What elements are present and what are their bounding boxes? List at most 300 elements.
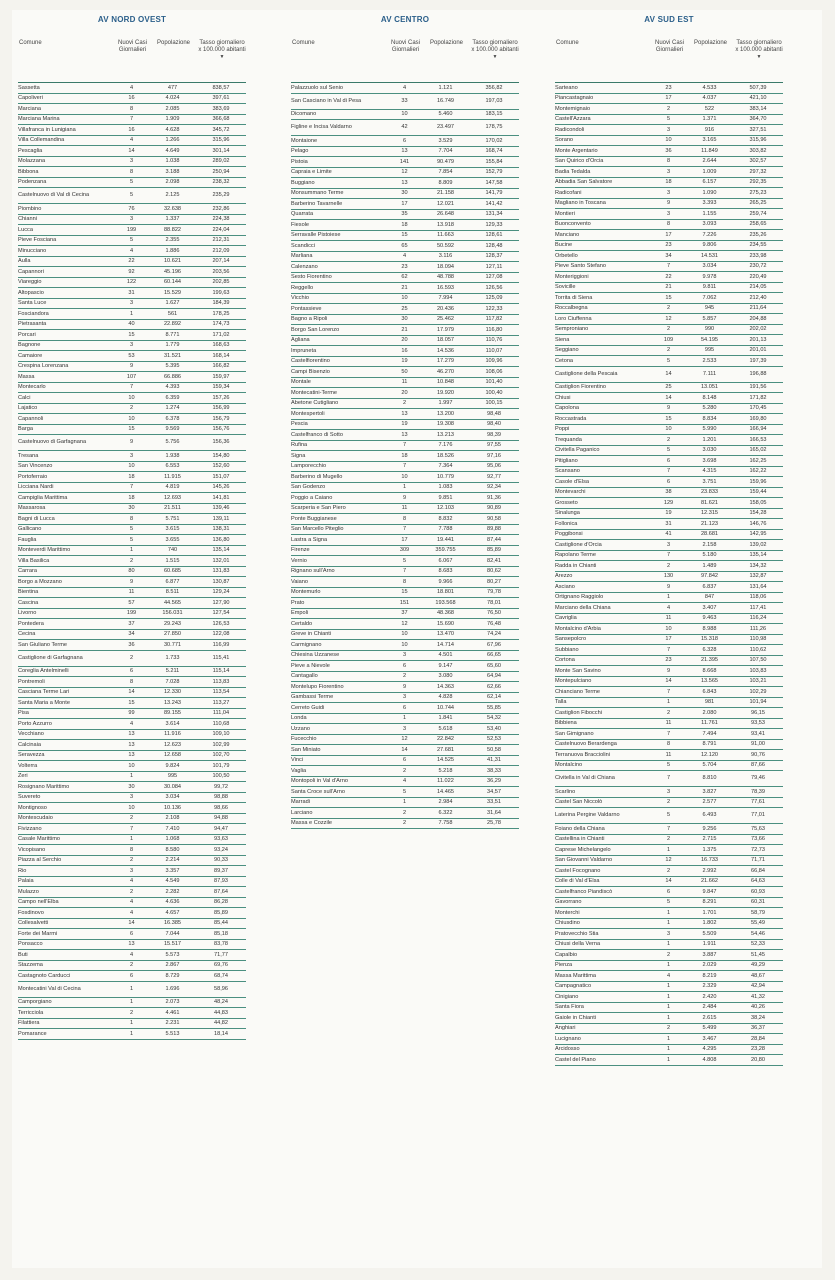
cell-tasso: 127,90 xyxy=(196,598,246,609)
cell-tasso: 171,02 xyxy=(196,330,246,341)
table-row xyxy=(18,93,246,104)
cell-popolazione: 15.529 xyxy=(149,288,196,299)
cell-popolazione: 6.837 xyxy=(686,582,733,593)
cell-comune: Piazza al Serchio xyxy=(18,855,114,866)
cell-popolazione: 6.322 xyxy=(422,808,469,819)
table-row xyxy=(18,225,246,236)
cell-popolazione: 4.295 xyxy=(686,1044,733,1055)
cell-popolazione: 5.211 xyxy=(149,666,196,677)
cell-popolazione: 3.887 xyxy=(686,950,733,961)
cell-tasso: 49,29 xyxy=(733,960,783,971)
cell-casi: 6 xyxy=(651,456,686,467)
cell-tasso: 162,25 xyxy=(733,456,783,467)
table-row xyxy=(291,272,519,283)
cell-comune: Fiesole xyxy=(291,220,387,231)
cell-popolazione: 4.549 xyxy=(149,876,196,887)
table-row xyxy=(18,782,246,793)
cell-tasso: 18,14 xyxy=(196,1029,246,1040)
table-row xyxy=(555,445,783,456)
cell-comune: Lamporecchio xyxy=(291,461,387,472)
cell-popolazione: 2.029 xyxy=(686,960,733,971)
table-row xyxy=(555,272,783,283)
cell-popolazione: 3.407 xyxy=(686,603,733,614)
cell-popolazione: 21.123 xyxy=(686,519,733,530)
cell-popolazione: 81.621 xyxy=(686,498,733,509)
cell-comune: Marciano della Chiana xyxy=(555,603,651,614)
table-row xyxy=(18,698,246,709)
cell-casi: 3 xyxy=(114,451,149,462)
header-casi[interactable]: Nuovi Casi Giornalieri xyxy=(117,40,147,53)
cell-popolazione: 1.802 xyxy=(686,918,733,929)
cell-comune: Cortona xyxy=(555,655,651,666)
cell-comune: Castiglione di Garfagnana xyxy=(18,650,114,666)
cell-comune: Terranuova Bracciolini xyxy=(555,750,651,761)
cell-popolazione: 11.761 xyxy=(686,718,733,729)
table-row xyxy=(291,262,519,273)
cell-comune: Chiusi xyxy=(555,393,651,404)
cell-casi: 3 xyxy=(651,540,686,551)
table-row xyxy=(291,556,519,567)
cell-comune: Capoliveri xyxy=(18,93,114,104)
cell-tasso: 100,50 xyxy=(196,771,246,782)
cell-tasso: 166,53 xyxy=(733,435,783,446)
cell-casi: 4 xyxy=(387,251,422,262)
table-row xyxy=(18,929,246,940)
cell-popolazione: 2.533 xyxy=(686,356,733,367)
cell-popolazione: 60.144 xyxy=(149,277,196,288)
cell-comune: Camporgiano xyxy=(18,997,114,1008)
cell-tasso: 118,06 xyxy=(733,592,783,603)
table-row xyxy=(18,908,246,919)
table-row xyxy=(555,760,783,771)
table-row xyxy=(555,571,783,582)
cell-casi: 18 xyxy=(114,472,149,483)
cell-popolazione: 1.371 xyxy=(686,114,733,125)
cell-casi: 1 xyxy=(114,309,149,320)
table-row xyxy=(555,750,783,761)
table-row xyxy=(18,1018,246,1029)
cell-comune: Grosseto xyxy=(555,498,651,509)
cell-casi: 50 xyxy=(387,367,422,378)
table-row xyxy=(18,960,246,971)
table-row xyxy=(291,199,519,210)
cell-comune: Portoferraio xyxy=(18,472,114,483)
cell-comune: Villa Basilica xyxy=(18,556,114,567)
cell-tasso: 33,51 xyxy=(469,797,519,808)
table-row xyxy=(555,939,783,950)
cell-popolazione: 193.568 xyxy=(422,598,469,609)
table-row xyxy=(555,345,783,356)
cell-popolazione: 14.465 xyxy=(422,787,469,798)
table-row xyxy=(18,435,246,451)
cell-comune: Roccalbegna xyxy=(555,303,651,314)
cell-comune: Semproniano xyxy=(555,324,651,335)
cell-comune: Colle di Val d'Elsa xyxy=(555,876,651,887)
table-row xyxy=(555,156,783,167)
cell-comune: Vernio xyxy=(291,556,387,567)
table-row xyxy=(555,356,783,367)
table-row xyxy=(555,981,783,992)
header-popolazione[interactable]: Popolazione xyxy=(693,40,728,46)
cell-tasso: 141,42 xyxy=(469,199,519,210)
cell-comune: Pistoia xyxy=(291,157,387,168)
cell-popolazione: 9.806 xyxy=(686,240,733,251)
cell-casi: 2 xyxy=(114,960,149,971)
cell-comune: Piombino xyxy=(18,204,114,215)
cell-comune: Poggio a Caiano xyxy=(291,493,387,504)
cell-popolazione: 3.614 xyxy=(149,719,196,730)
cell-comune: Castelfranco di Sotto xyxy=(291,430,387,441)
cell-tasso: 101,79 xyxy=(196,761,246,772)
cell-comune: Casciana Terme Lari xyxy=(18,687,114,698)
cell-tasso: 110,07 xyxy=(469,346,519,357)
cell-casi: 9 xyxy=(651,403,686,414)
cell-casi: 1 xyxy=(114,834,149,845)
cell-casi: 2 xyxy=(651,435,686,446)
cell-casi: 4 xyxy=(114,246,149,257)
table-row xyxy=(18,545,246,556)
cell-comune: Filattiera xyxy=(18,1018,114,1029)
cell-popolazione: 8.809 xyxy=(422,178,469,189)
cell-popolazione: 1.911 xyxy=(686,939,733,950)
cell-tasso: 156,76 xyxy=(196,424,246,435)
cell-casi: 16 xyxy=(114,125,149,136)
table-row xyxy=(291,451,519,462)
cell-comune: Campagnatico xyxy=(555,981,651,992)
cell-casi: 13 xyxy=(387,430,422,441)
cell-comune: Molazzana xyxy=(18,156,114,167)
table-row xyxy=(555,676,783,687)
cell-tasso: 126,53 xyxy=(196,619,246,630)
cell-popolazione: 14.531 xyxy=(686,251,733,262)
header-tasso[interactable] xyxy=(197,40,247,82)
table-row xyxy=(555,582,783,593)
header-tasso[interactable] xyxy=(470,40,520,82)
cell-comune: Laterina Pergine Valdarno xyxy=(555,808,651,824)
cell-casi: 5 xyxy=(651,808,686,824)
cell-comune: Massa e Cozzile xyxy=(291,818,387,829)
table-row xyxy=(291,146,519,157)
cell-popolazione: 21.662 xyxy=(686,876,733,887)
header-tasso[interactable] xyxy=(734,40,784,82)
cell-popolazione: 6.328 xyxy=(686,645,733,656)
panel-centro xyxy=(291,10,519,829)
cell-casi: 10 xyxy=(114,414,149,425)
cell-comune: Pontassieve xyxy=(291,304,387,315)
cell-comune: Arezzo xyxy=(555,571,651,582)
cell-comune: Collesalvetti xyxy=(18,918,114,929)
cell-popolazione: 561 xyxy=(149,309,196,320)
cell-tasso: 139,02 xyxy=(733,540,783,551)
cell-casi: 8 xyxy=(651,156,686,167)
cell-casi: 41 xyxy=(651,529,686,540)
cell-comune: Lucca xyxy=(18,225,114,236)
cell-casi: 5 xyxy=(651,760,686,771)
table-row xyxy=(18,472,246,483)
cell-casi: 199 xyxy=(114,608,149,619)
table-row xyxy=(18,803,246,814)
cell-casi: 2 xyxy=(114,1008,149,1019)
header-popolazione[interactable]: Popolazione xyxy=(156,40,191,46)
cell-popolazione: 2.125 xyxy=(149,188,196,204)
table-row xyxy=(555,219,783,230)
cell-popolazione: 16.593 xyxy=(422,283,469,294)
cell-tasso: 110,68 xyxy=(196,719,246,730)
cell-popolazione: 97.842 xyxy=(686,571,733,582)
cell-popolazione: 2.282 xyxy=(149,887,196,898)
cell-popolazione: 3.034 xyxy=(686,261,733,272)
cell-popolazione: 1.701 xyxy=(686,908,733,919)
table-header xyxy=(18,40,246,83)
table-row xyxy=(555,167,783,178)
cell-casi: 1 xyxy=(651,1034,686,1045)
cell-comune: Chiusdino xyxy=(555,918,651,929)
table-row xyxy=(555,655,783,666)
cell-tasso: 77,61 xyxy=(733,797,783,808)
cell-popolazione: 5.218 xyxy=(422,766,469,777)
table-row xyxy=(555,613,783,624)
cell-popolazione: 2.615 xyxy=(686,1013,733,1024)
cell-tasso: 97,55 xyxy=(469,440,519,451)
table-row xyxy=(18,482,246,493)
cell-casi: 1 xyxy=(651,908,686,919)
cell-casi: 7 xyxy=(651,687,686,698)
cell-tasso: 98,40 xyxy=(469,419,519,430)
cell-tasso: 235,26 xyxy=(733,230,783,241)
cell-comune: Palaia xyxy=(18,876,114,887)
cell-comune: Vaiano xyxy=(291,577,387,588)
table-row xyxy=(18,340,246,351)
cell-popolazione: 11.916 xyxy=(149,729,196,740)
table-row xyxy=(291,682,519,693)
cell-tasso: 234,55 xyxy=(733,240,783,251)
table-row xyxy=(291,461,519,472)
cell-tasso: 74,24 xyxy=(469,629,519,640)
header-casi[interactable]: Nuovi Casi Giornalieri xyxy=(390,40,420,53)
cell-tasso: 204,88 xyxy=(733,314,783,325)
table-row xyxy=(555,592,783,603)
cell-tasso: 101,40 xyxy=(469,377,519,388)
cell-comune: Roccastrada xyxy=(555,414,651,425)
cell-tasso: 131,64 xyxy=(733,582,783,593)
cell-tasso: 203,56 xyxy=(196,267,246,278)
table-row xyxy=(291,745,519,756)
cell-popolazione: 4.819 xyxy=(149,482,196,493)
cell-tasso: 98,39 xyxy=(469,430,519,441)
cell-casi: 2 xyxy=(387,766,422,777)
cell-casi: 10 xyxy=(651,135,686,146)
cell-popolazione: 1.009 xyxy=(686,167,733,178)
cell-popolazione: 14.714 xyxy=(422,640,469,651)
cell-comune: Sesto Fiorentino xyxy=(291,272,387,283)
cell-popolazione: 4.533 xyxy=(686,83,733,93)
cell-popolazione: 1.266 xyxy=(149,135,196,146)
cell-casi: 5 xyxy=(114,177,149,188)
cell-tasso: 51,45 xyxy=(733,950,783,961)
cell-comune: Manciano xyxy=(555,230,651,241)
cell-comune: Vecchiano xyxy=(18,729,114,740)
cell-popolazione: 60.685 xyxy=(149,566,196,577)
cell-popolazione: 1.886 xyxy=(149,246,196,257)
cell-casi: 14 xyxy=(114,687,149,698)
table-row xyxy=(18,524,246,535)
cell-tasso: 103,21 xyxy=(733,676,783,687)
table-row xyxy=(555,366,783,382)
cell-comune: Licciana Nardi xyxy=(18,482,114,493)
cell-tasso: 97,16 xyxy=(469,451,519,462)
cell-popolazione: 21.395 xyxy=(686,655,733,666)
cell-popolazione: 8.832 xyxy=(422,514,469,525)
cell-tasso: 28,84 xyxy=(733,1034,783,1045)
page xyxy=(12,10,822,1268)
cell-tasso: 103,83 xyxy=(733,666,783,677)
cell-tasso: 397,61 xyxy=(196,93,246,104)
cell-tasso: 356,82 xyxy=(469,83,519,93)
cell-popolazione: 3.357 xyxy=(149,866,196,877)
panel-title: AV CENTRO xyxy=(380,15,430,24)
table-row xyxy=(555,83,783,93)
cell-popolazione: 4.393 xyxy=(149,382,196,393)
cell-casi: 109 xyxy=(651,335,686,346)
cell-casi: 141 xyxy=(387,157,422,168)
cell-comune: Pescaglia xyxy=(18,146,114,157)
cell-tasso: 421,10 xyxy=(733,93,783,104)
cell-popolazione: 18.526 xyxy=(422,451,469,462)
table-row xyxy=(555,435,783,446)
cell-casi: 35 xyxy=(387,209,422,220)
cell-casi: 2 xyxy=(651,797,686,808)
table-row xyxy=(555,887,783,898)
cell-popolazione: 1.201 xyxy=(686,435,733,446)
cell-comune: Siena xyxy=(555,335,651,346)
cell-tasso: 138,31 xyxy=(196,524,246,535)
table-row xyxy=(555,866,783,877)
cell-tasso: 156,36 xyxy=(196,435,246,451)
table-row xyxy=(555,477,783,488)
table-row xyxy=(555,729,783,740)
cell-popolazione: 27.850 xyxy=(149,629,196,640)
cell-popolazione: 8.771 xyxy=(149,330,196,341)
cell-popolazione: 8.291 xyxy=(686,897,733,908)
cell-casi: 37 xyxy=(114,619,149,630)
table-row xyxy=(555,718,783,729)
cell-comune: Cerreto Guidi xyxy=(291,703,387,714)
cell-casi: 10 xyxy=(387,629,422,640)
cell-popolazione: 1.997 xyxy=(422,398,469,409)
cell-casi: 2 xyxy=(114,887,149,898)
cell-tasso: 85,44 xyxy=(196,918,246,929)
header-comune[interactable]: Comune xyxy=(19,40,42,46)
table-row xyxy=(291,209,519,220)
cell-tasso: 196,88 xyxy=(733,366,783,382)
cell-popolazione: 1.733 xyxy=(149,650,196,666)
cell-casi: 3 xyxy=(651,167,686,178)
cell-tasso: 303,82 xyxy=(733,146,783,157)
header-comune[interactable]: Comune xyxy=(292,40,315,46)
cell-comune: Cetona xyxy=(555,356,651,367)
cell-comune: Capannori xyxy=(18,267,114,278)
header-comune[interactable]: Comune xyxy=(556,40,579,46)
cell-tasso: 159,96 xyxy=(733,477,783,488)
cell-casi: 3 xyxy=(651,209,686,220)
cell-comune: Radicofani xyxy=(555,188,651,199)
cell-tasso: 166,94 xyxy=(733,424,783,435)
cell-casi: 5 xyxy=(387,556,422,567)
table-row xyxy=(18,146,246,157)
cell-popolazione: 1.121 xyxy=(422,83,469,93)
cell-popolazione: 10.621 xyxy=(149,256,196,267)
cell-casi: 53 xyxy=(114,351,149,362)
cell-casi: 3 xyxy=(387,650,422,661)
table-row xyxy=(18,330,246,341)
table-row xyxy=(555,929,783,940)
table-row xyxy=(555,550,783,561)
cell-tasso: 170,45 xyxy=(733,403,783,414)
table-row xyxy=(18,750,246,761)
cell-casi: 6 xyxy=(387,661,422,672)
table-row xyxy=(291,734,519,745)
cell-casi: 19 xyxy=(387,356,422,367)
sort-desc-icon[interactable]: ▼ xyxy=(756,54,762,61)
cell-comune: Barga xyxy=(18,424,114,435)
cell-popolazione: 18.094 xyxy=(422,262,469,273)
cell-popolazione: 3.467 xyxy=(686,1034,733,1045)
cell-popolazione: 20.436 xyxy=(422,304,469,315)
cell-tasso: 141,81 xyxy=(196,493,246,504)
cell-popolazione: 11.663 xyxy=(422,230,469,241)
cell-casi: 23 xyxy=(387,262,422,273)
cell-popolazione: 2.984 xyxy=(422,797,469,808)
cell-casi: 13 xyxy=(387,178,422,189)
table-row xyxy=(555,918,783,929)
cell-comune: Empoli xyxy=(291,608,387,619)
cell-comune: Castel Focognano xyxy=(555,866,651,877)
cell-casi: 7 xyxy=(114,382,149,393)
table-row xyxy=(18,677,246,688)
cell-tasso: 232,86 xyxy=(196,204,246,215)
cell-comune: Crespina Lorenzana xyxy=(18,361,114,372)
table-row xyxy=(18,288,246,299)
cell-comune: Pescia xyxy=(291,419,387,430)
cell-casi: 122 xyxy=(114,277,149,288)
cell-comune: Follonica xyxy=(555,519,651,530)
cell-popolazione: 7.111 xyxy=(686,366,733,382)
table-row xyxy=(18,729,246,740)
cell-popolazione: 16.385 xyxy=(149,918,196,929)
table-row xyxy=(555,240,783,251)
sort-desc-icon[interactable]: ▼ xyxy=(492,54,498,61)
cell-casi: 10 xyxy=(387,640,422,651)
table-row xyxy=(291,650,519,661)
header-casi[interactable]: Nuovi Casi Giornalieri xyxy=(654,40,684,53)
table-row xyxy=(18,619,246,630)
cell-comune: Montignoso xyxy=(18,803,114,814)
table-row xyxy=(18,897,246,908)
table-row xyxy=(18,556,246,567)
cell-casi: 42 xyxy=(387,120,422,136)
cell-popolazione: 2.644 xyxy=(686,156,733,167)
cell-comune: Monteverdi Marittimo xyxy=(18,545,114,556)
cell-popolazione: 89.155 xyxy=(149,708,196,719)
cell-comune: Montemurlo xyxy=(291,587,387,598)
cell-casi: 14 xyxy=(387,745,422,756)
cell-tasso: 50,58 xyxy=(469,745,519,756)
cell-popolazione: 3.655 xyxy=(149,535,196,546)
cell-casi: 9 xyxy=(387,682,422,693)
header-popolazione[interactable]: Popolazione xyxy=(429,40,464,46)
cell-casi: 1 xyxy=(387,797,422,808)
sort-desc-icon[interactable]: ▼ xyxy=(219,54,225,61)
